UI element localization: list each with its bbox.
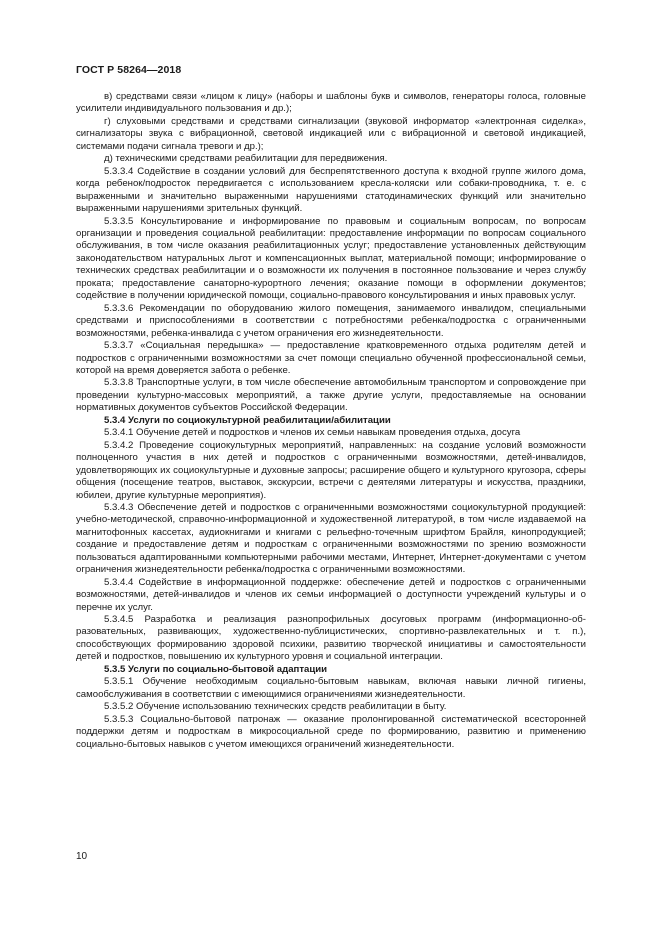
paragraph-list-item-g: г) слуховыми средствами и средствами сигнализации (звуковой информатор «электронная сиделка», сигнализаторы звука с вибрационной, световой индикацией или с вибрационной и световой индикацией, системами подачи сигнала тревоги и др.);	[76, 115, 586, 152]
paragraph-list-item-v: в) средствами связи «лицом к лицу» (наборы и шаблоны букв и символов, генераторы голоса, головные усилители индивидуального пользования и др.);	[76, 91, 586, 115]
paragraph-5-3-4-1: 5.3.4.1 Обучение детей и подростков и членов их семьи навыкам проведения отдыха, досуга	[104, 427, 521, 439]
paragraph-5-3-5-1: 5.3.5.1 Обучение необходимым социально-бытовым навыкам, включая навыки личной гигиены, самообслуживания в соответствии с имеющимися ограничениями жизнедеятельности.	[76, 676, 586, 700]
paragraph-5-3-3-5: 5.3.3.5 Консультирование и информирование по правовым и социальным вопросам, по вопросам организации и проведения социальной реабилитации: предоставление информации по вопросам социального обслуживания, в том числе оказания реабилитационных услуг; предоставление установленных действующим законодательством натуральных льгот и компенсационных выплат, материальной помощи; информирование о технических средствах реабилитации и о возможности их получения в постоянное пользование и через службу проката; предоставление санаторно-курортного лечения; оказание помощи в оформлении документов; содействие в получении юридической помощи, социально-правового консультирования и иных правовых услуг.	[76, 215, 586, 302]
paragraph-5-3-4-5: 5.3.4.5 Разработка и реализация разнопрофильных досуговых программ (информационно-образовательных, развивающих, художественно-публицистических, спортивно-развлекательных и т. п.), способствующих формированию здоровой психики, развитию творческой инициативы и самостоятельности детей и подростков, повышению их культурного уровня и социальной интеграции.	[76, 614, 586, 663]
paragraph-5-3-4-3: 5.3.4.3 Обеспечение детей и подростков с ограниченными возможностями социокультурной продукцией: учебно-методической, справочно-информационной и художественной литературой, в том числе издаваемой на магнитофонных кассетах, аудиокнигами и книгами с рельефно-точечным шрифтом Брайля, кинопродукцией; создание и предоставление детям и подросткам с ограниченными возможностями по зрению возможности пользоваться адаптированными компьютерными рабочими местами, Интернет, Интернет-документами с учетом ограничения жизнедеятельности ребенка/подростка с ограниченными возможностями.	[76, 501, 586, 576]
paragraph-5-3-3-7: 5.3.3.7 «Социальная передышка» — предоставление кратковременного отдыха родителям детей и подростков с ограниченными возможностями за счет помощи специально обученной профессиональной семьи, которой на время доверяется забота о ребенке.	[76, 340, 586, 376]
section-heading-5-3-4: 5.3.4 Услуги по социокультурной реабилитации/абилитации	[104, 414, 391, 426]
document-code-header: ГОСТ Р 58264—2018	[76, 64, 182, 76]
paragraph-5-3-5-3: 5.3.5.3 Социально-бытовой патронаж — оказание пролонгированной систематической всесторонней поддержки детям и подросткам в микросоциальной среде по формированию, развитию и применению социально-бытовых навыков с учетом имеющихся ограничений жизнедеятельности.	[76, 713, 586, 750]
paragraph-5-3-5-2: 5.3.5.2 Обучение использованию технических средств реабилитации в быту.	[104, 701, 447, 713]
paragraph-5-3-4-2: 5.3.4.2 Проведение социокультурных мероприятий, направленных: на создание условий возможности полноценного участия в них детей и подростков с ограниченными возможностями, детей-инвалидов, удовлетворяющих их социокультурные и духовные запросы; расширение общего и культурного кругозора, сферы общения (посещение театров, выставок, экскурсии, встречи с деятелями литературы и искусства, праздники, юбилеи, другие культурные мероприятия).	[76, 439, 586, 501]
paragraph-5-3-3-4: 5.3.3.4 Содействие в создании условий для беспрепятственного доступа к входной группе жилого дома, когда ребенок/подросток передвигается с использованием кресла-коляски или собаки-проводника, т. е. с выраженными и значительно выраженными нарушениями статодинамических функций или значительно выраженными нарушениями зрительных функций.	[76, 165, 586, 215]
paragraph-5-3-4-4: 5.3.4.4 Содействие в информационной поддержке: обеспечение детей и подростков с ограниченными возможностями, детей-инвалидов и членов их семьи информацией о доступности учреждений культуры и о перечне их услуг.	[76, 576, 586, 613]
paragraph-5-3-3-6: 5.3.3.6 Рекомендации по оборудованию жилого помещения, занимаемого инвалидом, специальными средствами и приспособлениями в соответствии с потребностями ребенка/подростка с ограниченными возможностями, ребенка-инвалида с учетом ограничения его жизнедеятельности.	[76, 302, 586, 339]
paragraph-5-3-3-8: 5.3.3.8 Транспортные услуги, в том числе обеспечение автомобильным транспортом и сопровождение при проведении культурно-массовых мероприятий, а также другие услуги, предоставляемые на основании нормативных документов субъектов Российской Федерации.	[76, 377, 586, 414]
document-body	[76, 91, 586, 751]
page-number: 10	[76, 851, 88, 862]
section-heading-5-3-5: 5.3.5 Услуги по социально-бытовой адаптации	[104, 663, 328, 675]
paragraph-list-item-d: д) техническими средствами реабилитации для передвижения.	[104, 153, 388, 165]
